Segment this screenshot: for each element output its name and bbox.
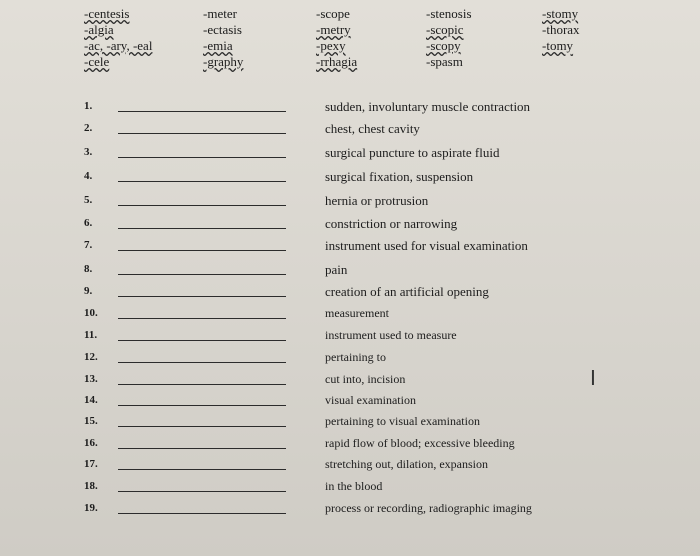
word-bank-column-1 [84, 6, 152, 70]
suffix: -scope [316, 6, 350, 21]
definition: chest, chest cavity [325, 121, 420, 136]
suffix: -tomy [542, 38, 574, 53]
item-number: 9. [84, 285, 93, 297]
definition: process or recording, radiographic imaging [325, 501, 532, 515]
suffix: -scopy [426, 38, 461, 53]
suffix: -metry [316, 22, 351, 37]
suffix: -algia [84, 22, 114, 37]
list-item [0, 413, 700, 433]
definition: instrument used for visual examination [325, 238, 528, 253]
answer-blank[interactable] [118, 111, 286, 112]
list-item [0, 283, 700, 303]
answer-blank[interactable] [118, 181, 286, 182]
item-number: 18. [84, 480, 98, 492]
list-item [0, 98, 700, 118]
suffix: -spasm [426, 54, 463, 69]
item-number: 1. [84, 100, 93, 112]
definition: visual examination [325, 393, 416, 407]
word-bank-column-4 [426, 6, 472, 70]
definition: surgical fixation, suspension [325, 169, 474, 184]
list-item [0, 305, 700, 325]
answer-blank[interactable] [118, 491, 286, 492]
suffix: -thorax [542, 22, 580, 37]
item-number: 13. [84, 373, 98, 385]
item-number: 10. [84, 307, 98, 319]
answer-blank[interactable] [118, 250, 286, 251]
definition: surgical puncture to aspirate fluid [325, 145, 500, 160]
definition: stretching out, dilation, expansion [325, 457, 488, 471]
list-item [0, 500, 700, 520]
item-number: 3. [84, 146, 93, 158]
list-item [0, 215, 700, 235]
definition: hernia or protrusion [325, 193, 429, 208]
word-bank-column-3 [316, 6, 357, 70]
item-number: 19. [84, 502, 98, 514]
list-item [0, 192, 700, 212]
answer-blank[interactable] [118, 133, 286, 134]
suffix: -meter [203, 6, 237, 21]
list-item [0, 435, 700, 455]
text-cursor-icon: I [590, 366, 596, 390]
list-item [0, 237, 700, 257]
item-number: 15. [84, 415, 98, 427]
item-number: 14. [84, 394, 98, 406]
definition: pain [325, 262, 348, 277]
suffix: -stenosis [426, 6, 472, 21]
word-bank [0, 6, 700, 86]
suffix: -emia [203, 38, 233, 53]
definition: pertaining to visual examination [325, 414, 480, 428]
definition: pertaining to [325, 350, 386, 364]
item-number: 6. [84, 217, 93, 229]
definition: in the blood [325, 479, 383, 493]
item-number: 16. [84, 437, 98, 449]
suffix: -cele [84, 54, 110, 69]
item-number: 2. [84, 122, 93, 134]
suffix: -stomy [542, 6, 579, 21]
list-item [0, 478, 700, 498]
answer-blank[interactable] [118, 426, 286, 427]
suffix: -ac, -ary, -eal [84, 38, 153, 53]
answer-blank[interactable] [118, 340, 286, 341]
list-item [0, 392, 700, 412]
definition: cut into, incision [325, 372, 406, 386]
definition: measurement [325, 306, 389, 320]
list-item [0, 168, 700, 188]
answer-blank[interactable] [118, 274, 286, 275]
list-item [0, 456, 700, 476]
answer-blank[interactable] [118, 448, 286, 449]
definition: sudden, involuntary muscle contraction [325, 99, 531, 114]
answer-blank[interactable] [118, 228, 286, 229]
item-number: 12. [84, 351, 98, 363]
definition: creation of an artificial opening [325, 284, 489, 299]
suffix: -scopic [426, 22, 464, 37]
answer-blank[interactable] [118, 362, 286, 363]
list-item [0, 144, 700, 164]
answer-blank[interactable] [118, 513, 286, 514]
answer-blank[interactable] [118, 318, 286, 319]
item-number: 17. [84, 458, 98, 470]
list-item [0, 327, 700, 347]
item-number: 7. [84, 239, 93, 251]
item-number: 5. [84, 194, 93, 206]
answer-blank[interactable] [118, 205, 286, 206]
definition: instrument used to measure [325, 328, 457, 342]
suffix: -pexy [316, 38, 346, 53]
answer-blank[interactable] [118, 384, 286, 385]
answer-blank[interactable] [118, 469, 286, 470]
answer-blank[interactable] [118, 296, 286, 297]
answer-blank[interactable] [118, 405, 286, 406]
item-number: 4. [84, 170, 93, 182]
definition: constriction or narrowing [325, 216, 458, 231]
suffix: -rrhagia [316, 54, 358, 69]
definition: rapid flow of blood; excessive bleeding [325, 436, 515, 450]
list-item [0, 261, 700, 281]
list-item [0, 120, 700, 140]
word-bank-column-2 [203, 6, 243, 70]
suffix: -ectasis [203, 22, 242, 37]
item-number: 11. [84, 329, 98, 341]
word-bank-column-5 [542, 6, 580, 54]
suffix: -centesis [84, 6, 130, 21]
answer-blank[interactable] [118, 157, 286, 158]
suffix: -graphy [203, 54, 244, 69]
item-number: 8. [84, 263, 93, 275]
